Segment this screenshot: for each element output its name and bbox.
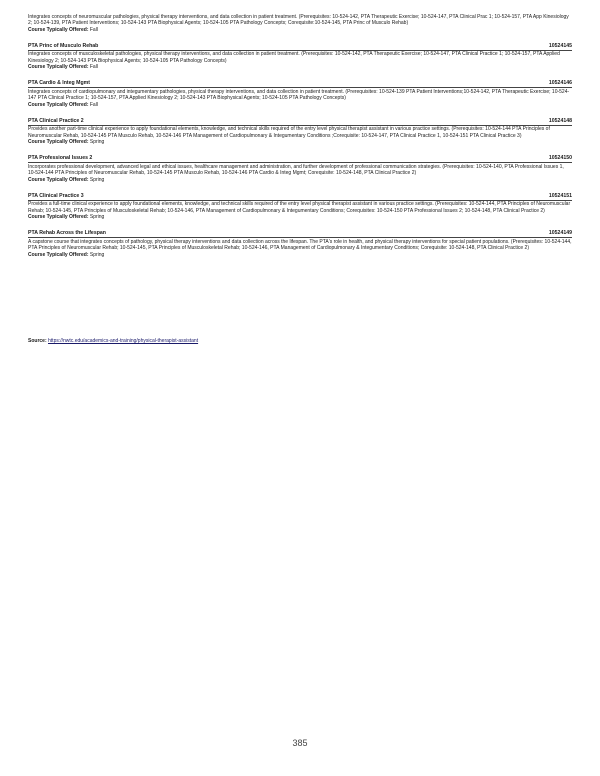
course-offered xyxy=(28,214,572,221)
course-description: Integrates concepts of musculoskeletal pathologies, physical therapy interventions, and data collection in patient treatment. (Prerequisites: 10-524-142, PTA Therapeutic Exercise; 10-524-147, PTA Clinical Practice 1; 10-524-157, PTA Applied Kinesiology 2; 10-524-143 PTA Biophysical Agents; 10-524-105 PTA Pathology Concepts) xyxy=(28,51,560,64)
offered-value: Fall xyxy=(89,26,98,33)
course-description: Integrates concepts of neuromuscular pathologies, physical therapy interventions, and data collection in patient treatment. (Prerequisites: 10-524-142, PTA Therapeutic Exercise; 10-524-147, PTA Clinical Prac 1; 10-524-157, PTA App Kinesiology 2; 10-524-139, PTA Patient Interventions; 10-524-143 PTA Biophysical Agents; 10-524-105 PTA Pathology Concepts; Corequisite:10-524-145, PTA Princ of Musculo Rehab) xyxy=(28,14,569,27)
course-header xyxy=(28,80,572,88)
offered-label: Course Typically Offered: xyxy=(28,139,89,146)
course-code: 10524145 xyxy=(548,42,572,49)
course-offered xyxy=(28,64,572,71)
course-title: PTA Professional Issues 2 xyxy=(28,155,93,162)
offered-value: Spring xyxy=(89,139,105,146)
course-offered xyxy=(28,252,572,259)
course-header xyxy=(28,118,572,126)
course-entry xyxy=(28,43,572,71)
course-description: Provides another part-time clinical experience to apply foundational elements, knowledge, and technical skills required of the entry level physical therapist assistant in various practice settings. (Prerequisites: 10-524-144 PTA Principles of Neuromuscular Rehab, 10-524-145 PTA Musculo Rehab, 10-524-146 PTA Management of Cardiopulmonary & Integumentary Conditions ;Corequisite: 10-524-147, PTA Clinical Practice 1, 10-524-151 PTA Clinical Practice 3) xyxy=(28,126,550,139)
course-offered xyxy=(28,139,572,146)
course-title: PTA Rehab Across the Lifespan xyxy=(28,230,106,237)
course-entry-continued xyxy=(28,14,572,33)
offered-value: Fall xyxy=(89,64,98,71)
course-entry xyxy=(28,80,572,108)
offered-label: Course Typically Offered: xyxy=(28,176,89,183)
offered-label: Course Typically Offered: xyxy=(28,64,89,71)
course-header xyxy=(28,43,572,51)
course-title: PTA Cardio & Integ Mgmt xyxy=(28,80,90,87)
course-code: 10524146 xyxy=(548,80,572,87)
course-code: 10524148 xyxy=(548,117,572,124)
offered-label: Course Typically Offered: xyxy=(28,214,89,221)
offered-value: Fall xyxy=(89,101,98,108)
course-entry xyxy=(28,230,572,258)
course-header xyxy=(28,193,572,201)
course-entry xyxy=(28,155,572,183)
source-link[interactable]: https://nwtc.edu/academics-and-training/physical-therapist-assistant xyxy=(48,338,199,344)
course-entry xyxy=(28,118,572,146)
source-label: Source: xyxy=(28,338,47,344)
course-header xyxy=(28,230,572,238)
course-code: 10524151 xyxy=(548,192,572,199)
course-offered xyxy=(28,177,572,184)
offered-label: Course Typically Offered: xyxy=(28,26,89,33)
course-title: PTA Clinical Practice 3 xyxy=(28,192,84,199)
course-title: PTA Clinical Practice 2 xyxy=(28,117,84,124)
course-title: PTA Princ of Musculo Rehab xyxy=(28,42,99,49)
course-code: 10524149 xyxy=(548,230,572,237)
course-offered xyxy=(28,102,572,109)
offered-label: Course Typically Offered: xyxy=(28,101,89,108)
course-description: Provides a full-time clinical experience to apply foundational elements, knowledge, and technical skills required of the entry level physical therapist assistant in various practice settings. (Prerequisites: 10-524-144, PTA Principles of Neuromuscular Rehab; 10-524-145, PTA Principles of Musculoskeletal Rehab; 10-524-146, PTA Management of Cardiopulmonary & Integumentary Conditions; Corequisites: 10-524-150 PTA Professional Issues 2; 10-524-148, PTA Clinical Practice 2) xyxy=(28,201,571,214)
course-offered xyxy=(28,27,572,34)
offered-label: Course Typically Offered: xyxy=(28,251,89,258)
offered-value: Spring xyxy=(89,214,105,221)
offered-value: Spring xyxy=(89,176,105,183)
page-number: 385 xyxy=(292,738,308,748)
source-line xyxy=(28,338,198,344)
course-header xyxy=(28,155,572,163)
course-entry xyxy=(28,193,572,221)
offered-value: Spring xyxy=(89,251,105,258)
course-description: A capstone course that integrates concepts of pathology, physical therapy interventions and data collection across the lifespan. The PTA's role in health, and physical therapy interventions for special patient populations. (Prerequisites: 10-524-144, PTA Principles of Neuromuscular Rehab; 10-524-145, PTA Principles of Musculoskeletal Rehab; 10-524-146, PTA Management of Cardiopulmonary & Integumentary Conditions; Corequisite: 10-524-148, PTA Clinical Practice 2) xyxy=(28,238,572,252)
course-description: Integrates concepts of cardiopulmonary and integumentary pathologies, physical therapy interventions, and data collection in patient treatment. (Prerequisites: 10-524-139 PTA Patient Interventions;10-524-142, PTA Therapeutic Exercise; 10-524-147 PTA Clinical Practice 1; 10-524-157, PTA Applied Kinesiology 2; 10-524-143 PTA Biophysical Agents; 10-524-105 PTA Pathology Concepts) xyxy=(28,88,570,102)
course-list xyxy=(28,14,572,268)
course-code: 10524150 xyxy=(548,155,572,162)
course-description: Incorporates professional development, advanced legal and ethical issues, healthcare management and administration, and further development of professional communication strategies. (Prerequisites: 10-524-140, PTA Professional Issues 1, 10-524-144 PTA Principles of Neuromuscular Rehab, 10-524-145 PTA Musculo Rehab, 10-524-146 PTA Cardio & Integ Mgmt; Corequisite: 10-524-148, PTA Clinical Practice 2) xyxy=(28,163,564,177)
